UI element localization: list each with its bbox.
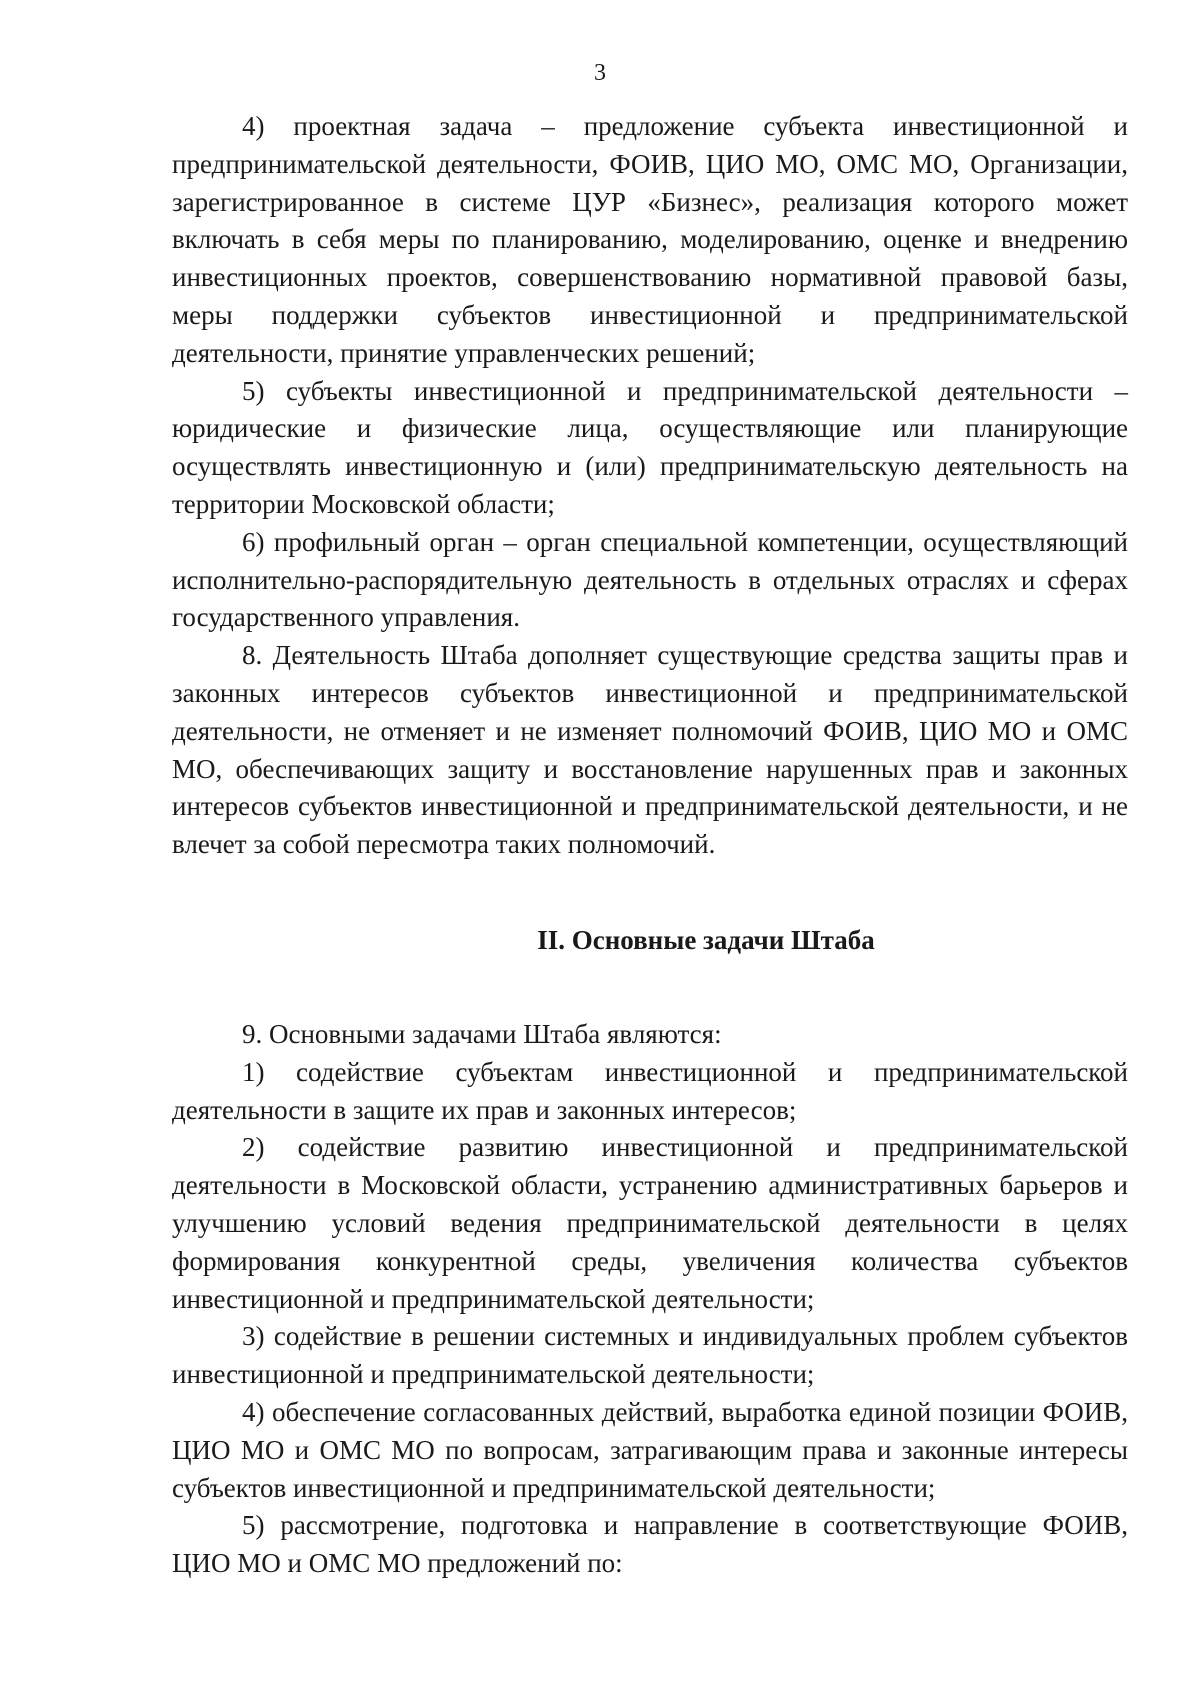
paragraph-task-2: 2) содействие развитию инвестиционной и предпринимательской деятельности в Московской области, устранению административных барьеров и улучшению условий ведения предпринимательской деятельности в целях формирования конкурентной среды, увеличения количества субъектов инвестиционной и предпринимательской деятельности; (172, 1132, 1128, 1314)
paragraph-task-3: 3) содействие в решении системных и индивидуальных проблем субъектов инвестиционной и предпринимательской деятельности; (172, 1321, 1128, 1390)
paragraph-item-6-profile-body: 6) профильный орган – орган специальной компетенции, осуществляющий исполнительно-распорядительную деятельность в отдельных отраслях и сферах государственного управления. (172, 526, 1128, 633)
paragraph-clause-8: 8. Деятельность Штаба дополняет существующие средства защиты прав и законных интересов субъектов инвестиционной и предпринимательской деятельности, не отменяет и не изменяет полномочий ФОИВ, ЦИО МО и ОМС МО, обеспечивающих защиту и восстановление нарушенных прав и законных интересов субъектов инвестиционной и предпринимательской деятельности, и не влечет за собой пересмотра таких полномочий. (172, 640, 1128, 860)
paragraph-item-4-project-task: 4) проектная задача – предложение субъекта инвестиционной и предпринимательской деятельности, ФОИВ, ЦИО МО, ОМС МО, Организации, зарегистрированное в системе ЦУР «Бизнес», реализация которого может включать в себя меры по планированию, моделированию, оценке и внедрению инвестиционных проектов, совершенствованию нормативной правовой базы, меры поддержки субъектов инвестиционной и предпринимательской деятельности, принятие управленческих решений; (172, 111, 1128, 368)
document-body (172, 108, 1128, 1583)
paragraph-task-4: 4) обеспечение согласованных действий, выработка единой позиции ФОИВ, ЦИО МО и ОМС МО по вопросам, затрагивающим права и законные интересы субъектов инвестиционной и предпринимательской деятельности; (172, 1396, 1128, 1503)
paragraph-clause-9: 9. Основными задачами Штаба являются: (242, 1018, 722, 1049)
paragraph-item-5-subjects: 5) субъекты инвестиционной и предпринимательской деятельности – юридические и физические лица, осуществляющие или планирующие осуществлять инвестиционную и (или) предпринимательскую деятельность на территории Московской области; (172, 375, 1128, 519)
paragraph-task-5: 5) рассмотрение, подготовка и направление в соответствующие ФОИВ, ЦИО МО и ОМС МО предложений по: (172, 1510, 1128, 1579)
section-heading: II. Основные задачи Штаба (537, 924, 875, 955)
page-number: 3 (594, 60, 606, 86)
paragraph-task-1: 1) содействие субъектам инвестиционной и предпринимательской деятельности в защите их прав и законных интересов; (172, 1056, 1128, 1125)
